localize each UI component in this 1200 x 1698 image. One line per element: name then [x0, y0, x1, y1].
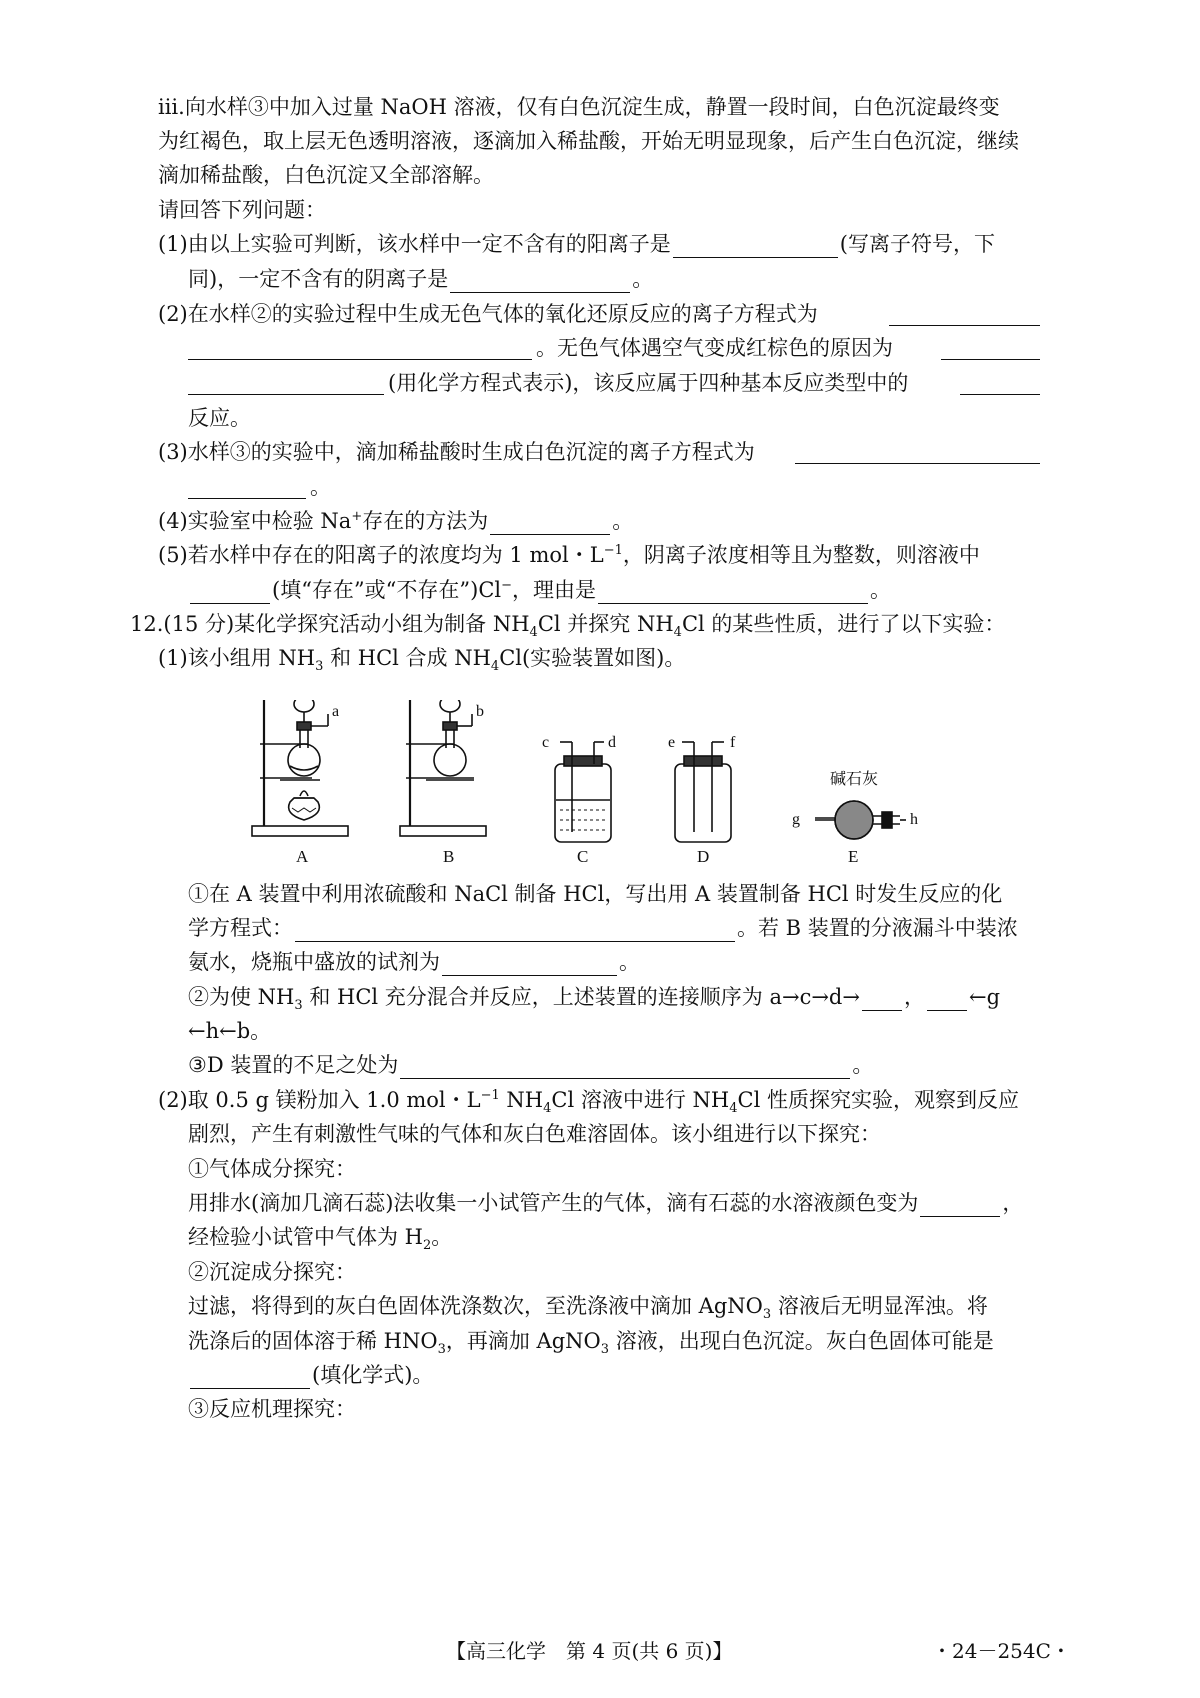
question-12: 12.(15 分)某化学探究活动小组为制备 $NH_4Cl$ 并探究 $NH_4Cl$ 的某些性质，进行了以下实验： — [130, 612, 1006, 641]
question-5: (5)若水样中存在的阳离子的浓度均为 1 mol・$L^{-1}$，阴离子浓度相等且为整数，则溶液中 — [158, 543, 980, 567]
soda-lime-label: 碱石灰 — [830, 771, 879, 788]
precipitate-section: 过滤，将得到的灰白色固体洗涤数次，至洗涤液中滴加 AgNO$_3$ 溶液后无明显浑浊。将 — [188, 1294, 988, 1323]
answer-blank[interactable] — [295, 919, 735, 942]
answer-blank[interactable] — [673, 235, 838, 258]
apparatus-a — [252, 700, 348, 836]
caption-a: A — [296, 847, 309, 866]
apparatus-figure — [250, 700, 930, 870]
text-line: ⅲ.向水样③中加入过量 NaOH 溶液，仅有白色沉淀生成，静置一段时间，白色沉淀最终变 — [158, 95, 1000, 119]
gas-section-cont: 经检验小试管中气体为 $H_2$。 — [188, 1225, 453, 1254]
precipitate-section-cont: (填化学式)。 — [188, 1361, 433, 1389]
gas-section: 用排水(滴加几滴石蕊)法收集一小试管产生的气体，滴有石蕊的水溶液颜色变为 ， — [188, 1191, 1024, 1215]
question-2-cont: (用化学方程式表示)，该反应属于四种基本反应类型中的 — [388, 371, 909, 395]
precipitate-section-title: ②沉淀成分探究： — [188, 1260, 356, 1284]
answer-blank[interactable] — [190, 1366, 310, 1389]
answer-blank[interactable] — [941, 337, 1040, 360]
sub-question-1-cont: 学方程式： 。若 B 装置的分液漏斗中装浓 — [188, 916, 1018, 940]
sub-question-2-cont: ←h←b。 — [188, 1019, 272, 1043]
question-2-cont: 反应。 — [188, 406, 251, 430]
answer-blank[interactable] — [795, 441, 1040, 464]
port-h-label: h — [910, 811, 918, 828]
question-1-cont: 同)，一定不含有的阴离子是 。 — [188, 267, 654, 291]
question-2: (2)在水样②的实验过程中生成无色气体的氧化还原反应的离子方程式为 — [158, 302, 818, 326]
answer-blank[interactable] — [188, 372, 384, 395]
caption-d: D — [697, 847, 710, 866]
mechanism-section-title: ③反应机理探究： — [188, 1397, 356, 1421]
text-line: 为红褐色，取上层无色透明溶液，逐滴加入稀盐酸，开始无明显现象，后产生白色沉淀，继续 — [158, 129, 1019, 153]
port-b-label: b — [476, 703, 484, 720]
answer-blank[interactable] — [960, 372, 1040, 395]
answer-blank[interactable] — [927, 988, 967, 1011]
sub-question-1-cont: 氨水，烧瓶中盛放的试剂为 。 — [188, 950, 640, 974]
sub-question-3: ③D 装置的不足之处为 。 — [188, 1053, 874, 1077]
answer-blank[interactable] — [190, 581, 270, 604]
answer-blank[interactable] — [598, 581, 868, 604]
apparatus-d — [675, 742, 731, 842]
sub-question-1: ①在 A 装置中利用浓硫酸和 NaCl 制备 HCl，写出用 A 装置制备 HCl 时发生反应的化 — [188, 882, 1003, 906]
question-2-cont: 。无色气体遇空气变成红棕色的原因为 — [536, 336, 893, 360]
text-line: 滴加稀盐酸，白色沉淀又全部溶解。 — [158, 163, 494, 187]
port-e-label: e — [668, 734, 676, 751]
question-3: (3)水样③的实验中，滴加稀盐酸时生成白色沉淀的离子方程式为 — [158, 440, 755, 464]
answer-blank[interactable] — [490, 512, 610, 535]
answer-blank[interactable] — [442, 953, 617, 976]
question-1: (1)由以上实验可判断，该水样中一定不含有的阳离子是 (写离子符号，下 — [158, 232, 995, 256]
caption-b: B — [443, 847, 455, 866]
question-12-1: (1)该小组用 $NH_3$ 和 HCl 合成 $NH_4Cl$(实验装置如图)。 — [158, 646, 686, 675]
apparatus-b — [400, 700, 486, 836]
precipitate-section-cont: 洗涤后的固体溶于稀 $HNO_3$，再滴加 AgNO$_3$ 溶液，出现白色沉淀。灰白色固体可能是 — [188, 1329, 994, 1358]
port-g-label: g — [792, 811, 800, 828]
question-4: (4)实验室中检验 Na+存在的方法为 。 — [158, 509, 634, 533]
question-5-cont: (填“存在”或“不存在”)Cl−，理由是 。 — [188, 576, 891, 604]
answer-blank[interactable] — [920, 1194, 1000, 1217]
answer-blank[interactable] — [862, 988, 902, 1011]
answer-blank[interactable] — [450, 270, 630, 293]
sub-question-2: ②为使 $NH_3$ 和 HCl 充分混合并反应，上述装置的连接顺序为 a→c→d→ ， ←g — [188, 985, 1001, 1014]
answer-blank[interactable] — [188, 476, 306, 499]
page-footer-title: 【高三化学 第 4 页(共 6 页)】 — [446, 1639, 733, 1663]
question-3-cont: 。 — [310, 475, 331, 499]
gas-section-title: ①气体成分探究： — [188, 1157, 356, 1181]
port-a-label: a — [332, 703, 340, 720]
answer-blank[interactable] — [889, 303, 1040, 326]
caption-e: E — [848, 847, 859, 866]
answer-blank[interactable] — [400, 1056, 850, 1079]
answer-blank[interactable] — [188, 337, 532, 360]
apparatus-e — [815, 801, 906, 839]
part-2: (2)取 0.5 g 镁粉加入 1.0 mol・$L^{-1}$ $NH_4Cl$ 溶液中进行 $NH_4Cl$ 性质探究实验，观察到反应 — [158, 1088, 1019, 1117]
text-line: 请回答下列问题： — [158, 198, 326, 222]
page-footer-code: ・24－254C・ — [932, 1639, 1071, 1663]
apparatus-c — [555, 742, 611, 842]
caption-c: C — [577, 847, 589, 866]
port-c-label: c — [542, 734, 550, 751]
port-d-label: d — [608, 734, 616, 751]
port-f-label: f — [730, 734, 736, 751]
part-2-cont: 剧烈，产生有刺激性气味的气体和灰白色难溶固体。该小组进行以下探究： — [188, 1122, 881, 1146]
